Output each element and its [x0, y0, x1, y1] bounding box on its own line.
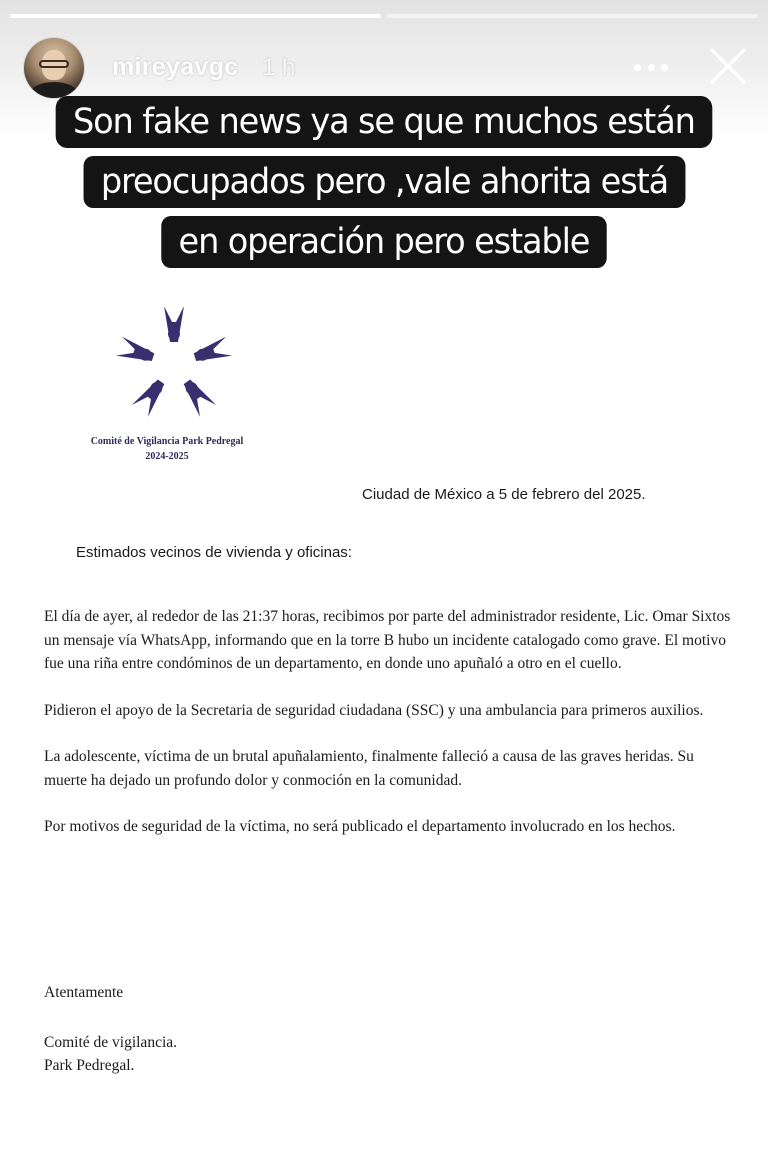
letter-document — [0, 290, 768, 1152]
logo-org-name: Comité de Vigilancia Park Pedregal — [90, 436, 244, 447]
avatar-glasses — [39, 60, 69, 68]
story-caption — [0, 96, 768, 276]
letter-paragraph-4: Por motivos de seguridad de la víctima, no será publicado el departamento involucrado en los hechos. — [44, 818, 676, 835]
close-icon[interactable] — [708, 46, 748, 86]
post-time: 1 h — [262, 54, 296, 81]
caption-line-1: Son fake news ya se que muchos están — [56, 96, 712, 148]
signature-line-1: Comité de vigilancia. — [44, 1034, 178, 1051]
signature-line-2: Park Pedregal. — [44, 1057, 135, 1074]
logo-years: 2024-2025 — [145, 451, 189, 462]
caption-line-3: en operación pero estable — [161, 216, 606, 268]
user-avatar-icon[interactable] — [24, 38, 84, 98]
letter-body — [44, 605, 734, 862]
progress-segment-1 — [10, 14, 381, 18]
more-horizontal-icon[interactable] — [634, 64, 668, 72]
story-header — [24, 38, 754, 98]
letter-salutation: Estimados vecinos de vivienda y oficinas: — [76, 544, 352, 561]
progress-segment-2 — [387, 14, 758, 18]
letter-signature — [44, 1031, 177, 1077]
letter-paragraph-2: Pidieron el apoyo de la Secretaria de seguridad ciudadana (SSC) y una ambulancia para primeros auxilios. — [44, 701, 704, 719]
username[interactable]: mireyavgc — [112, 53, 239, 81]
letter-closing: Atentamente — [44, 984, 124, 1001]
letter-paragraph-1: El día de ayer, al rededor de las 21:37 horas, recibimos por parte del administrador residente, Lic. Omar Sixtos un mensaje vía WhatsApp, informando que en la torre B hubo un incidente catalogado como grave. El motivo fue una riña entre condóminos de un departamento, en donde uno apuñaló a otro en el cuello. — [44, 608, 731, 672]
caption-line-2: preocupados pero ,vale ahorita está — [83, 156, 685, 208]
story-progress — [10, 14, 758, 18]
letter-paragraph-3: La adolescente, víctima de un brutal apuñalamiento, finalmente falleció a causa de las graves heridas. Su muerte ha dejado un profundo dolor y conmoción en la comunidad. — [44, 748, 694, 789]
letter-date: Ciudad de México a 5 de febrero del 2025. — [362, 486, 646, 503]
people-circle-logo-icon — [96, 300, 246, 430]
progress-fill — [10, 14, 381, 18]
